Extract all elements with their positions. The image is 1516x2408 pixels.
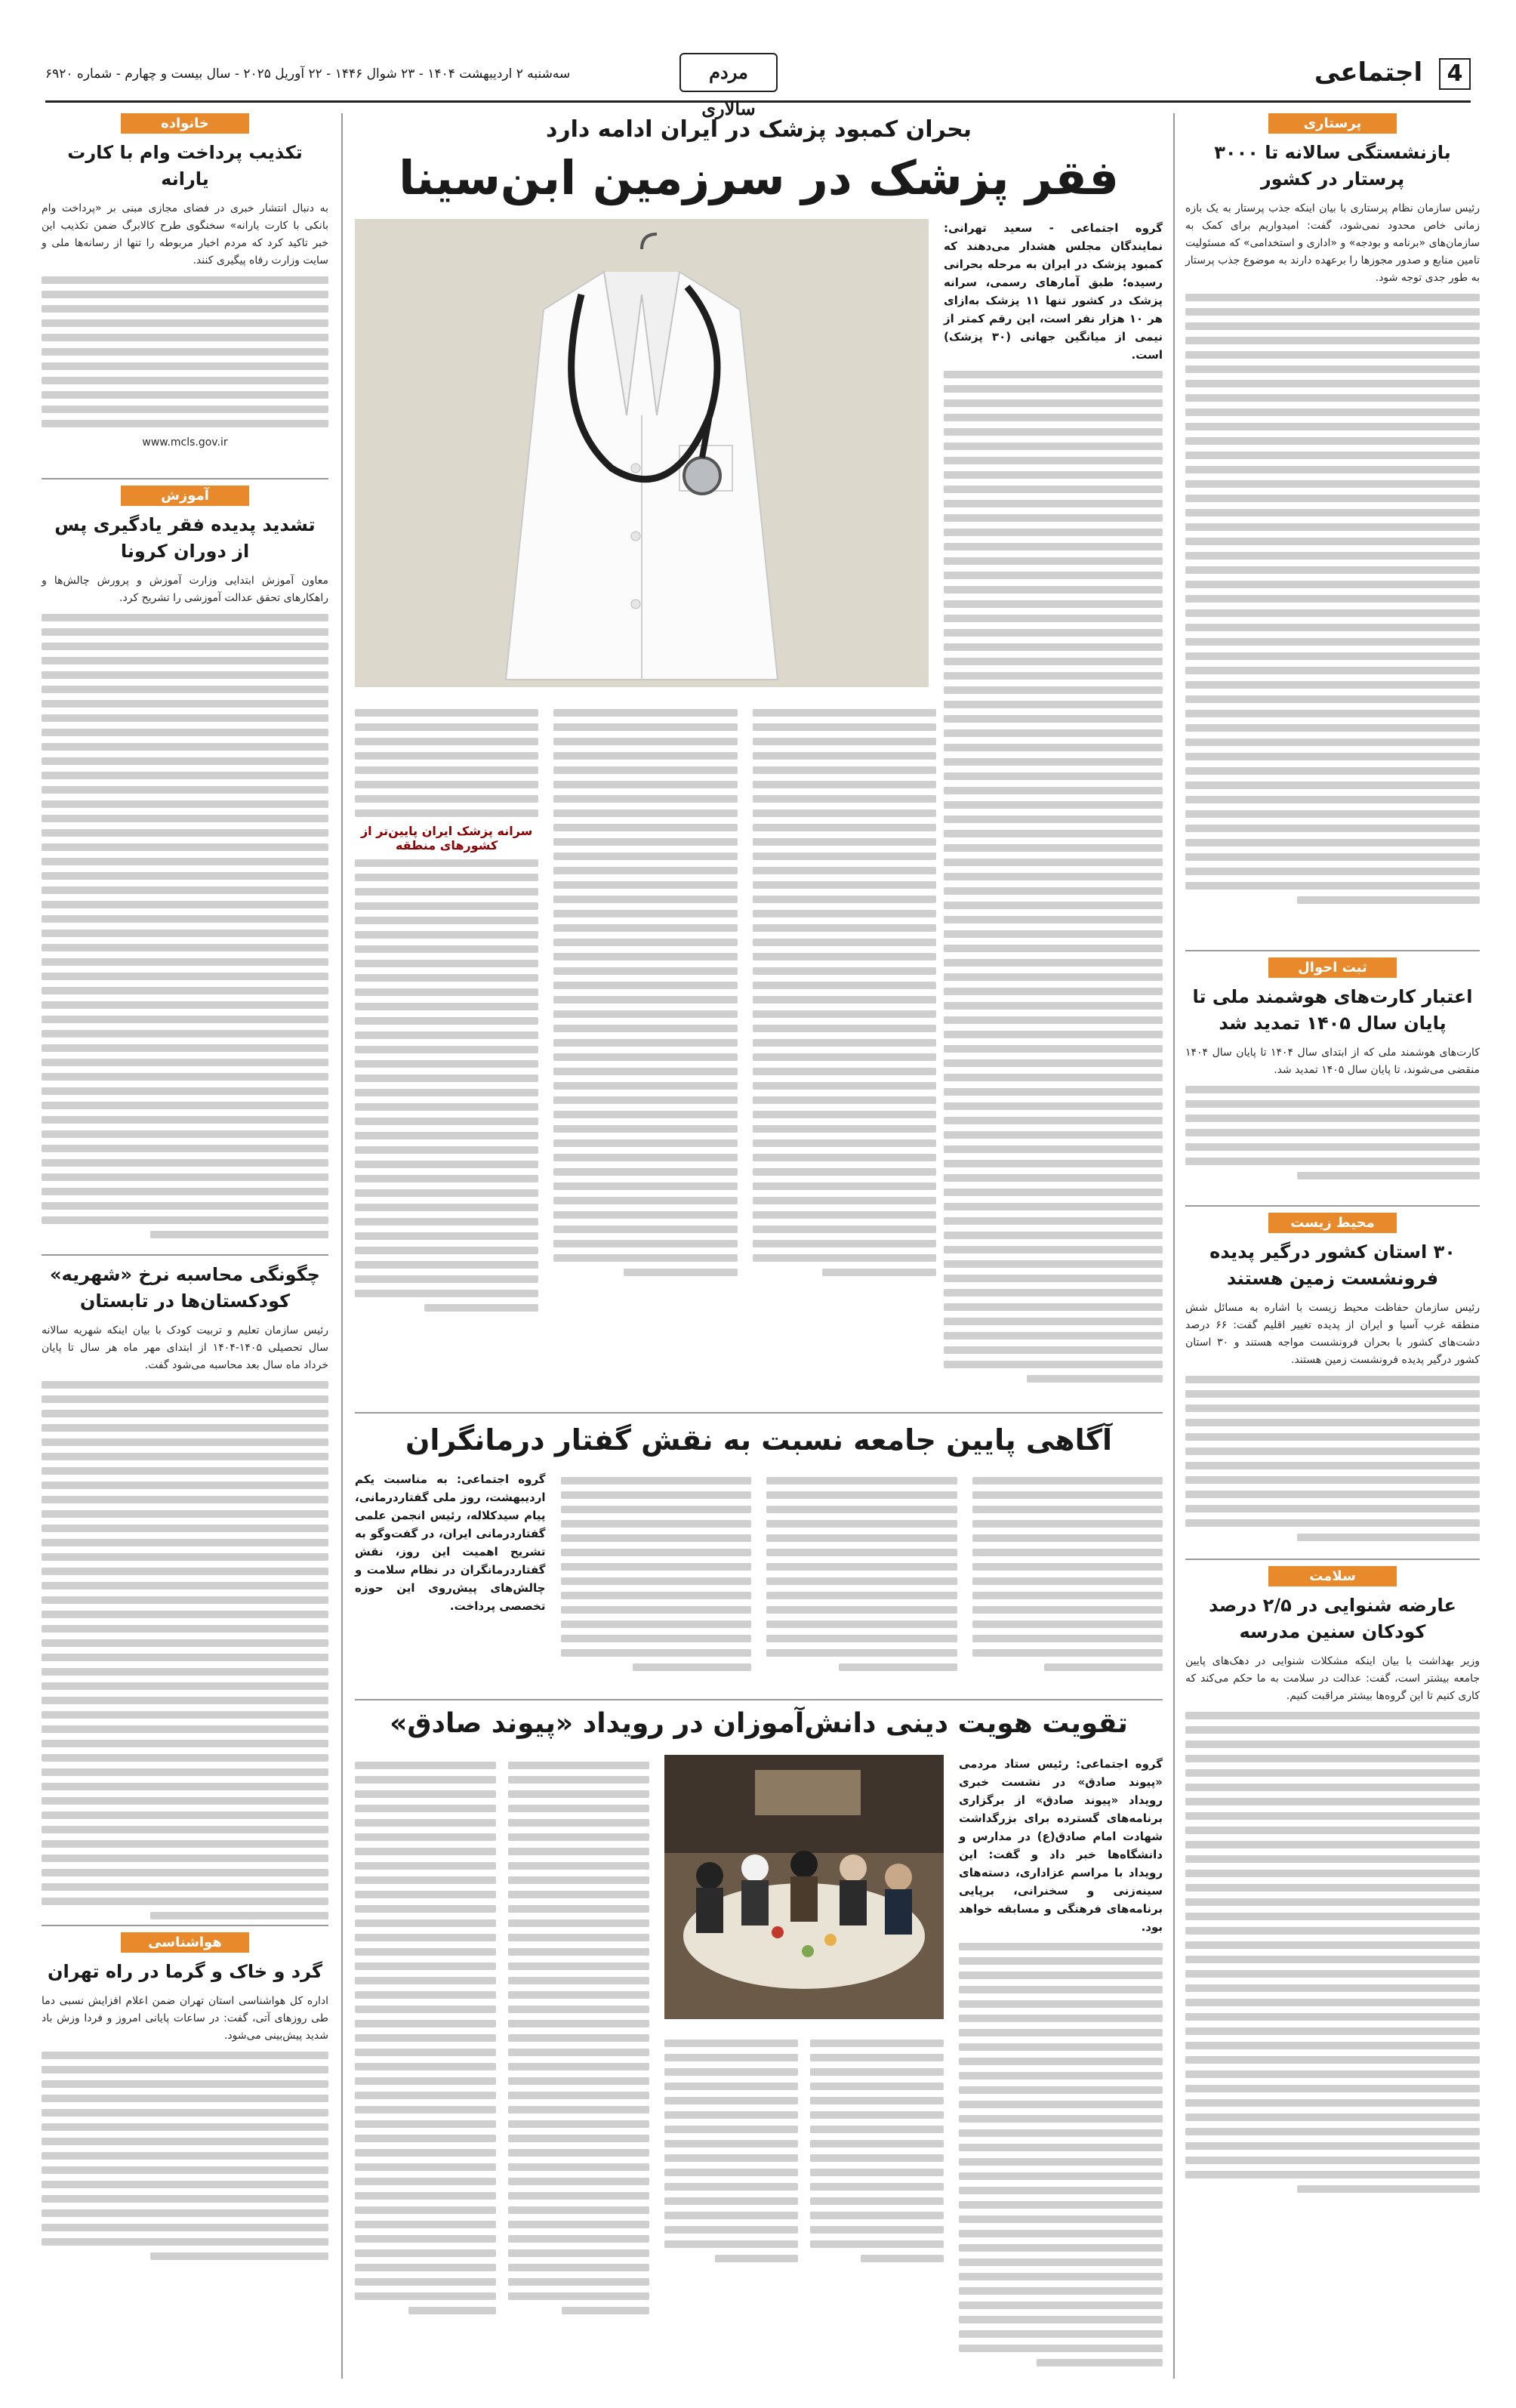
doctor-coat-photo <box>355 219 929 687</box>
column-rule <box>341 113 343 2379</box>
page-number: 4 <box>1439 58 1471 90</box>
story-lead: رئیس سازمان تعلیم و تربیت کودک با بیان اینکه شهریه سالانه سال تحصیلی ۱۴۰۵-۱۴۰۴ از ابتدای مهر ماه هر سال تا پایان خرداد ماه سال بعد محاسبه می‌شود گفت. <box>42 1324 329 1371</box>
story-body <box>42 2052 328 2260</box>
divider <box>1185 1559 1480 1560</box>
story-body <box>1185 1712 1480 2193</box>
story-lead: معاون آموزش ابتدایی وزارت آموزش و پرورش چالش‌ها و راهکارهای تحقق عدالت آموزشی را تشریح کرد. <box>42 574 328 604</box>
divider <box>42 1925 328 1926</box>
text-column <box>753 702 936 1397</box>
story-lead: گروه اجتماعی: به مناسبت یکم اردیبهشت، روز ملی گفتاردرمانی، پیام سیدکلاله، رئیس انجمن علمی گفتاردرمانی ایران، در گفت‌وگو به تشریح اهمیت این روز، نقش گفتاردرمانگران در نظام سلامت و چالش‌های پیش‌روی این حوزه تخصصی پرداخت. <box>355 1472 546 1613</box>
third-story-lead-column <box>959 1755 1163 2373</box>
text-column <box>664 2033 798 2269</box>
category-tag: آموزش <box>121 486 249 506</box>
category-tag: محیط زیست <box>1268 1213 1397 1233</box>
story-headline: عارضه شنوایی در ۲/۵ درصد کودکان سنین مدرسه <box>1209 1595 1456 1642</box>
divider <box>42 478 328 479</box>
divider <box>1185 950 1480 951</box>
story-headline: اعتبار کارت‌های هوشمند ملی تا پایان سال ۱۴۰۵ تمدید شد <box>1192 986 1473 1034</box>
text-column <box>355 1755 496 2321</box>
story-body <box>959 1943 1163 2366</box>
third-story-lower-columns <box>664 2033 944 2269</box>
right-story-id-cards <box>1185 957 1480 1199</box>
category-tag: خانواده <box>121 113 249 134</box>
story-lead: وزیر بهداشت با بیان اینکه مشکلات شنوایی در دهک‌های پایین جامعه بیشتر است، گفت: عدالت در سلامت به ما حکم می‌کند که کاری کنیم تا این گروه‌ها بیشتر مراقبت کنیم. <box>1185 1654 1480 1702</box>
category-tag: هواشناسی <box>121 1932 249 1953</box>
newspaper-logo: مردم سالاری <box>679 53 778 92</box>
main-story-lead-column <box>944 219 1163 1389</box>
divider <box>355 1699 1163 1700</box>
text-column <box>810 2033 944 2269</box>
white-coat-stethoscope-image <box>355 219 929 687</box>
conference-meeting-image <box>664 1755 944 2019</box>
story-lead: به دنبال انتشار خبری در فضای مجازی مبنی بر «پرداخت وام بانکی با کارت یارانه» سخنگوی طرح کالابرگ ضمن تکذیب این خبر تاکید کرد که مردم اخبار مربوطه را تنها از رسانه‌ها ملی و سایت وزارت رفاه پیگیری کنند. <box>42 202 328 267</box>
masthead <box>45 53 1471 119</box>
story-headline: تقویت هویت دینی دانش‌آموزان در رویداد «پیوند صادق» <box>390 1708 1128 1739</box>
section-label: اجتماعی <box>1314 57 1423 88</box>
section-title <box>1314 57 1471 90</box>
divider <box>1185 1205 1480 1207</box>
dateline: سه‌شنبه ۲ اردیبهشت ۱۴۰۴ - ۲۳ شوال ۱۴۴۶ - ۲۲ آوریل ۲۰۲۵ - سال بیست و چهارم - شماره ۶۹۲۰ <box>45 66 571 82</box>
story-kicker: بحران کمبود پزشک در ایران ادامه دارد <box>545 116 972 143</box>
main-story <box>355 113 1163 1404</box>
divider <box>355 1412 1163 1414</box>
right-story-subsidence <box>1185 1213 1480 1552</box>
story-body <box>944 371 1163 1383</box>
left-story-subsidy <box>42 113 328 472</box>
divider <box>42 1254 328 1256</box>
story-subhead: سرانه پزشک ایران پایین‌تر از کشورهای منطقه <box>360 824 533 853</box>
meeting-photo <box>664 1755 944 2019</box>
right-column <box>1185 113 1480 2200</box>
text-column <box>972 1470 1163 1678</box>
speech-therapy-story <box>355 1423 1163 1695</box>
third-story-columns <box>355 1755 649 2321</box>
story-body <box>42 1381 328 1919</box>
story-headline: گرد و خاک و گرما در راه تهران <box>47 1961 322 1982</box>
text-column <box>766 1470 957 1678</box>
story-lead: رئیس سازمان حفاظت محیط زیست با اشاره به مسائل شش منطقه غرب آسیا و ایران از پدیده تغییر اقلیم گفت: ۶۶ درصد دشت‌های کشور با بحران فرونشست مواجه هستند و ۳۰ استان کشور درگیر پدیده فرونشست زمین هستند. <box>1185 1301 1481 1366</box>
story-lead: گروه اجتماعی - سعید تهرانی: نمایندگان مجلس هشدار می‌دهند که کمبود پزشک در ایران به مرحله بحرانی رسیده؛ طبق آمارهای رسمی، سرانه پزشک در کشور تنها ۱۱ پزشک به‌ازای هر ۱۰ هزار نفر است، این رقم کمتر از نیمی از میانگین جهانی (۳۰ پزشک) است. <box>944 221 1163 362</box>
text-column <box>355 1470 546 1678</box>
text-column <box>355 702 538 1397</box>
story-body <box>1185 1086 1480 1179</box>
left-story-weather <box>42 1932 328 2260</box>
text-column <box>508 1755 649 2321</box>
left-story-learning-poverty <box>42 486 328 1248</box>
story-lead: کارت‌های هوشمند ملی که از ابتدای سال ۱۴۰۴ تا پایان سال ۱۴۰۴ منقضی می‌شوند، تا پایان سال ۱۴۰۵ تمدید شد. <box>1185 1046 1480 1076</box>
story-lead: گروه اجتماعی: رئیس ستاد مردمی «پیوند صادق» در نشست خبری رویداد «پیوند صادق» از برگزاری برنامه‌های گسترده برای بزرگداشت شهادت امام صادق(ع) در مدارس و دانشگاه‌ها خبر داد و گفت: این رویداد با مراسم عزاداری، دسته‌های سینه‌زنی و سخنرانی، برپایی برنامه‌های فرهنگی و مسابقه خواهد بود. <box>959 1757 1163 1934</box>
student-identity-story <box>355 1708 1163 2373</box>
left-story-kindergarten-fee <box>42 1262 328 1919</box>
column-rule <box>1173 113 1175 2379</box>
story-headline: تکذیب پرداخت وام با کارت یارانه <box>67 142 303 190</box>
main-story-body-columns <box>355 702 936 1397</box>
story-body <box>42 276 328 427</box>
category-tag: سلامت <box>1268 1566 1397 1586</box>
story-body <box>1185 1376 1480 1541</box>
story-headline: آگاهی پایین جامعه نسبت به نقش گفتار درمانگران <box>405 1423 1113 1457</box>
story-headline: چگونگی محاسبه نرخ «شهریه» کودکستان‌ها در تابستان <box>50 1264 320 1312</box>
story-headline: فقر پزشک در سرزمین ابن‌سینا <box>399 150 1119 205</box>
right-story-hearing <box>1185 1566 1480 2193</box>
right-story-nursing <box>1185 113 1480 944</box>
text-column <box>561 1470 752 1678</box>
category-tag: پرستاری <box>1268 113 1397 134</box>
category-tag: ثبت احوال <box>1268 957 1397 978</box>
story-headline: تشدید پدیده فقر یادگیری پس از دوران کرونا <box>54 514 316 562</box>
website-url: www.mcls.gov.ir <box>142 436 228 449</box>
story-body <box>1185 294 1480 904</box>
story-headline: بازنشستگی سالانه تا ۳۰۰۰ پرستار در کشور <box>1214 142 1451 190</box>
story-columns <box>355 1470 1163 1678</box>
story-lead: رئیس سازمان نظام پرستاری با بیان اینکه جذب پرستار به یک بازه زمانی خاص محدود نمی‌شود، گفت: امیدواریم برای کمک به سازمان‌های «برنامه و بودجه» و «اداری و استخدامی» که مسئولیت تامین منابع و صدور مجوزها را برعهده دارند به موضوع جذب پرستار به طور جدی توجه شود. <box>1185 202 1480 284</box>
left-column <box>42 113 328 2267</box>
story-headline: ۳۰ استان کشور درگیر پدیده فرونشست زمین هستند <box>1209 1241 1456 1289</box>
text-column <box>553 702 737 1397</box>
story-body <box>42 614 328 1238</box>
story-lead: اداره کل هواشناسی استان تهران ضمن اعلام افزایش نسبی دما طی روزهای آتی، گفت: در ساعات پایانی امروز و فردا وزش باد شدید پیش‌بینی می‌شود. <box>42 1994 328 2042</box>
